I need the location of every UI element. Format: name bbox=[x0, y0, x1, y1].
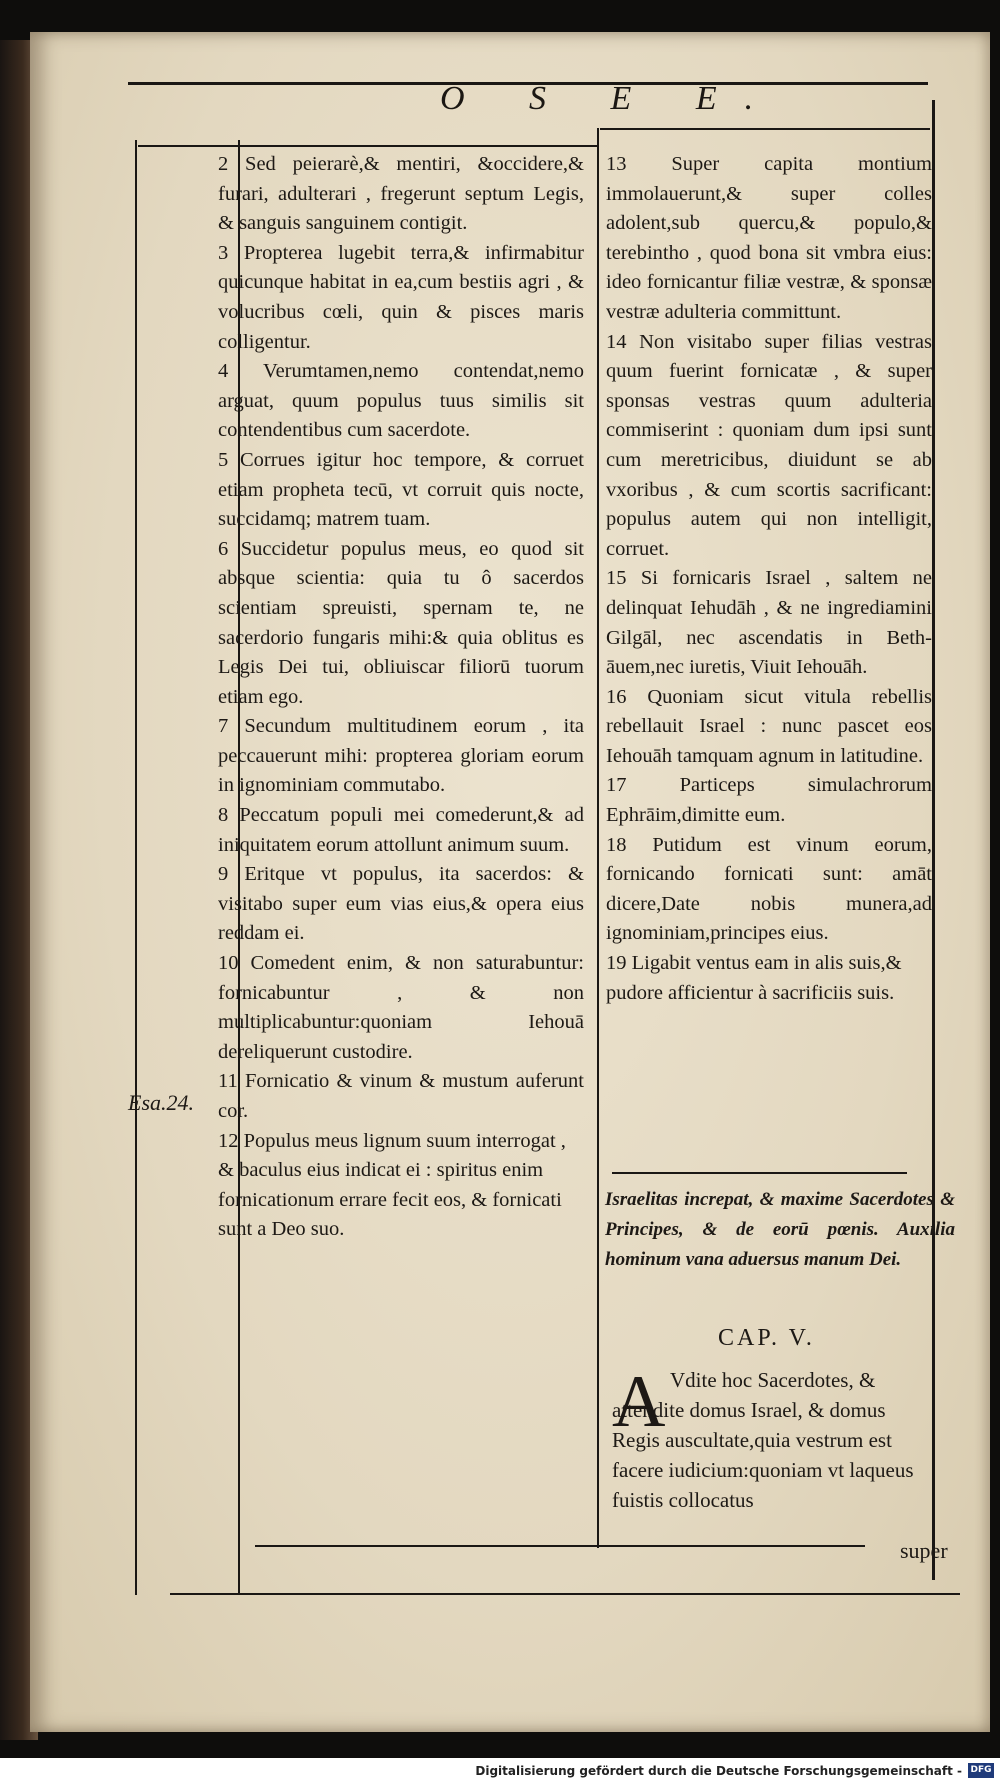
verse-11: 11 Fornicatio & vinum & mustum auferunt cor. bbox=[218, 1070, 584, 1122]
verse-3: 3 Propterea lugebit terra,& infirmabitur quicunque habitat in ea,cum bestiis agri , & volucribus cœli, quin & pisces maris colligentur. bbox=[218, 241, 584, 353]
right-frame bbox=[932, 100, 935, 1580]
verse-15: 15 Si fornicaris Israel , saltem ne delinquat Iehudāh , & ne ingrediamini Gilgāl, nec ascendatis in Beth-āuem,nec iuretis, Viuit Iehouāh. bbox=[606, 567, 932, 679]
summary-top-rule bbox=[612, 1172, 907, 1174]
bottom-inner-rule bbox=[255, 1545, 865, 1547]
verse-2: 2 Sed peierarè,& mentiri, &occidere,& furari, adulterari , fregerunt septum Legis, & sanguis sanguinem contigit. bbox=[218, 153, 584, 235]
verse-13: 13 Super capita montium immolauerunt,& super colles adolent,sub quercu,& populo,& terebintho , quod bona sit vmbra eius: ideo fornicantur filiæ vestræ, & sponsæ vestræ adulteria committunt. bbox=[606, 153, 932, 323]
header-left-rule bbox=[138, 145, 598, 147]
verse-7: 7 Secundum multitudinem eorum , ita peccauerunt mihi: propterea gloriam eorum in ignominiam commutabo. bbox=[218, 715, 584, 797]
page-header-title: O S E E. bbox=[440, 80, 782, 117]
outer-left-frame bbox=[135, 140, 137, 1595]
verse-17: 17 Particeps simulachrorum Ephrāim,dimitte eum. bbox=[606, 774, 932, 827]
dfg-logo: DFG bbox=[968, 1763, 994, 1778]
right-column-top-rule bbox=[600, 128, 930, 130]
verse-5: 5 Corrues igitur hoc tempore, & corruet etiam propheta tecū, vt corruit quis nocte, succidamq; matrem tuam. bbox=[218, 448, 584, 531]
chapter-initial: A bbox=[612, 1361, 666, 1443]
column-divider bbox=[597, 128, 599, 1548]
chapter-verse-1: Vdite hoc Sacerdotes, & attendite domus Israel, & domus Regis auscultate,quia vestrum est facere iudicium:quoniam vt laqueus fuistis collocatus bbox=[612, 1368, 914, 1512]
left-column bbox=[218, 150, 584, 1245]
margin-note: Esa.24. bbox=[128, 1090, 194, 1115]
chapter-text bbox=[612, 1361, 934, 1515]
verse-4: 4 Verumtamen,nemo contendat,nemo arguat, quum populus tuus similis sit contendentibus cum sacerdote. bbox=[218, 360, 584, 442]
catchword: super bbox=[900, 1538, 948, 1563]
verse-9: 9 Eritque vt populus, ita sacerdos: & visitabo super eum vias eius,& opera eius reddam ei. bbox=[218, 863, 584, 945]
right-column bbox=[606, 150, 932, 1008]
verse-14: 14 Non visitabo super filias vestras quum fuerint fornicatæ , & super sponsas vestras quum adulteria commiserint : quoniam dum ipsi sunt cum meretricibus, diuidunt se ab vxoribus , & cum scortis sacrificant: populus autem qui non intelligit, corruet. bbox=[606, 330, 932, 560]
verse-18: 18 Putidum est vinum eorum, fornicando fornicati sunt: amāt dicere,Date nobis munera,ad ignominiam,principes eius. bbox=[606, 833, 932, 945]
verse-12: 12 Populus meus lignum suum interrogat , & baculus eius indicat ei : spiritus enim fornicationum errare fecit eos, & fornicati sunt a Deo suo. bbox=[218, 1129, 566, 1241]
verse-19: 19 Ligabit ventus eam in alis suis,& pudore afficientur à sacrificiis suis. bbox=[606, 952, 902, 1004]
footer-credit: Digitalisierung gefördert durch die Deutsche Forschungsgemeinschaft - bbox=[475, 1764, 962, 1778]
verse-10: 10 Comedent enim, & non saturabuntur: fornicabuntur , & non multiplicabuntur:quoniam Iehouā dereliquerunt custodire. bbox=[218, 952, 584, 1063]
verse-8: 8 Peccatum populi mei comederunt,& ad iniquitatem eorum attollunt animum suum. bbox=[218, 804, 584, 856]
verse-6: 6 Succidetur populus meus, eo quod sit absque scientia: quia tu ô sacerdos scientiam spreuisti, spernam te, ne sacerdorio fungaris mihi:& quia oblitus es Legis Dei tui, obliuiscar filiorū tuorum etiam ego. bbox=[218, 537, 584, 708]
chapter-summary: Israelitas increpat, & maxime Sacerdotes & Principes, & de eorū pœnis. Auxilia hominum vana aduersus manum Dei. bbox=[605, 1189, 955, 1270]
chapter-heading: CAP. V. bbox=[718, 1325, 815, 1351]
bottom-outer-rule bbox=[170, 1593, 960, 1595]
verse-16: 16 Quoniam sicut vitula rebellis rebellauit Israel : nunc pascet eos Iehouāh tamquam agnum in latitudine. bbox=[606, 685, 932, 767]
